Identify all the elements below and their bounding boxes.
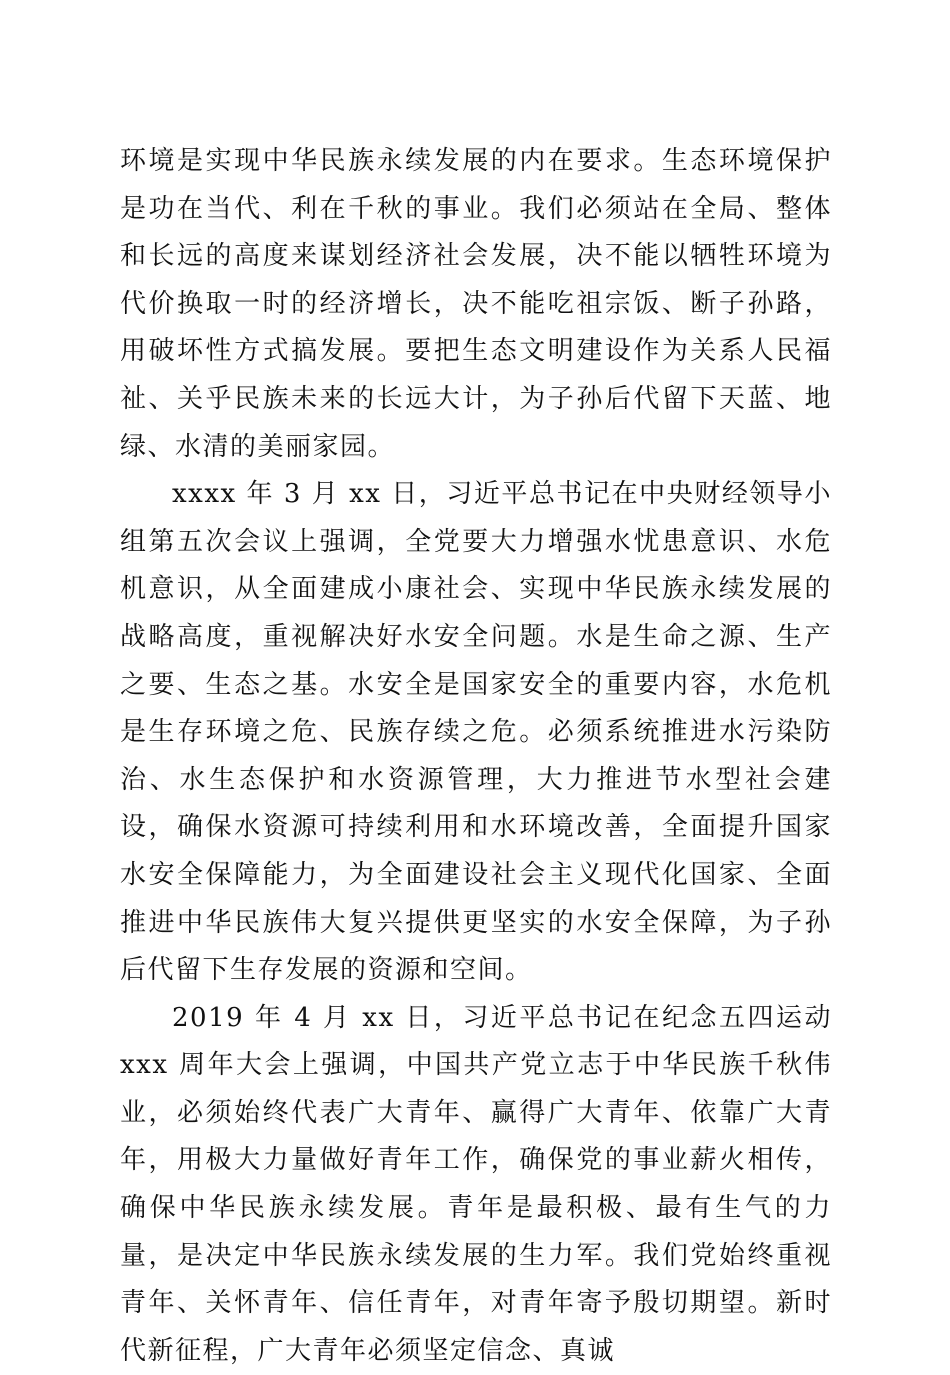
paragraph-youth: 2019 年 4 月 xx 日，习近平总书记在纪念五四运动 xxx 周年大会上强调，中国共产党立志于中华民族千秋伟业，必须始终代表广大青年、赢得广大青年、依靠广大青年，用极大力量做好青年工作，确保党的事业薪火相传，确保中华民族永续发展。青年是最积极、最有生气的力量，是决定中华民族永续发展的生力军。我们党始终重视青年、关怀青年、信任青年，对青年寄予殷切期望。新时代新征程，广大青年必须坚定信念、真诚 xyxy=(120,1002,832,1366)
body-text xyxy=(120,138,832,1375)
paragraph-water-security: xxxx 年 3 月 xx 日，习近平总书记在中央财经领导小组第五次会议上强调，全党要大力增强水忧患意识、水危机意识，从全面建成小康社会、实现中华民族永续发展的战略高度，重视解决好水安全问题。水是生命之源、生产之要、生态之基。水安全是国家安全的重要内容，水危机是生存环境之危、民族存续之危。必须系统推进水污染防治、水生态保护和水资源管理，大力推进节水型社会建设，确保水资源可持续利用和水环境改善，全面提升国家水安全保障能力，为全面建设社会主义现代化国家、全面推进中华民族伟大复兴提供更坚实的水安全保障，为子孙后代留下生存发展的资源和空间。 xyxy=(120,479,832,986)
paragraph-environment: 环境是实现中华民族永续发展的内在要求。生态环境保护是功在当代、利在千秋的事业。我们必须站在全局、整体和长远的高度来谋划经济社会发展，决不能以牺牲环境为代价换取一时的经济增长，决不能吃祖宗饭、断子孙路，用破坏性方式搞发展。要把生态文明建设作为关系人民福祉、关乎民族未来的长远大计，为子孙后代留下天蓝、地绿、水清的美丽家园。 xyxy=(120,146,832,462)
